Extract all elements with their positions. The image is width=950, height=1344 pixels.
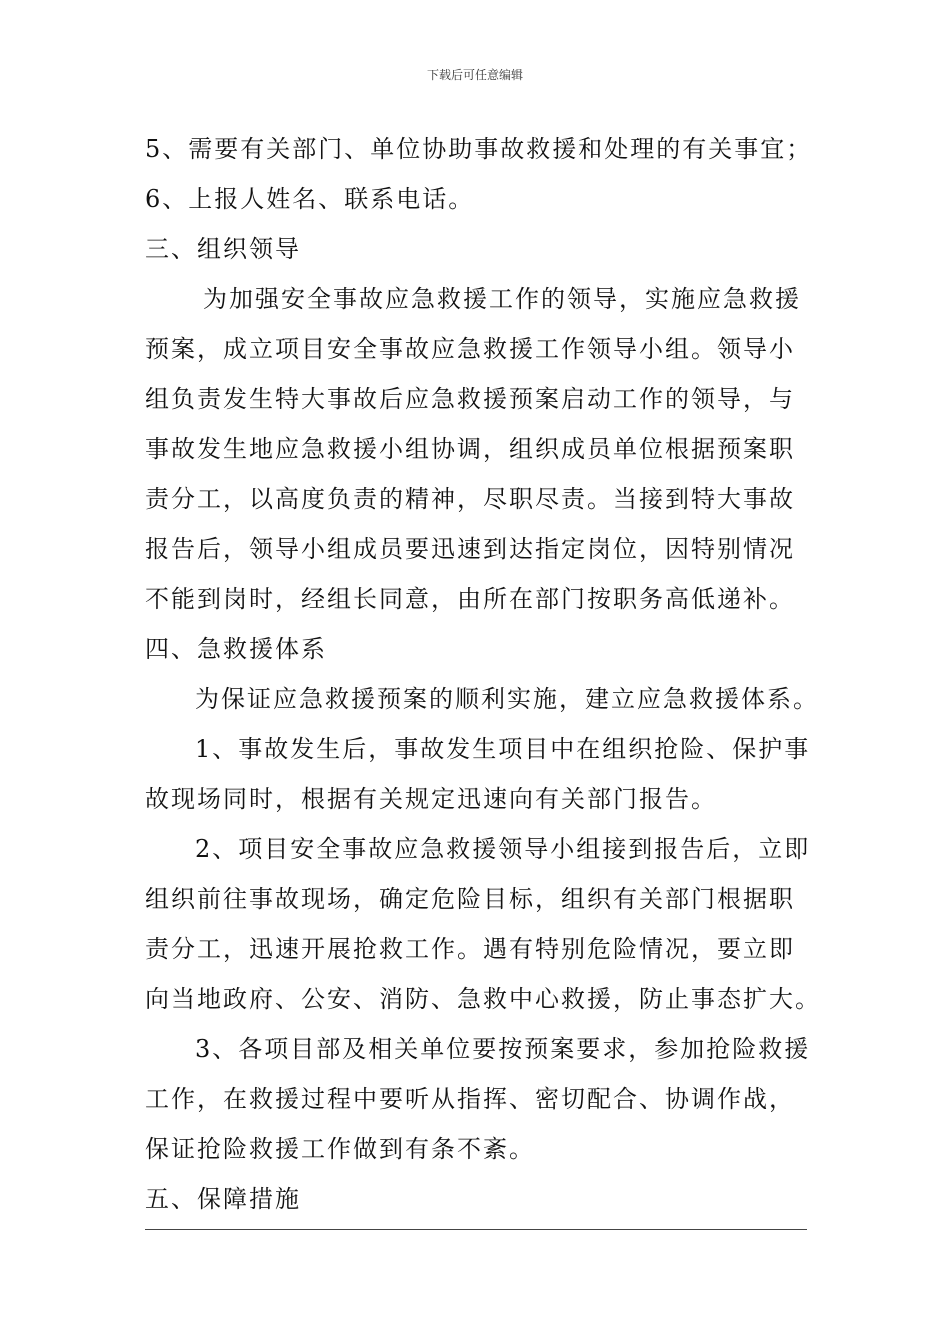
text-line: 故现场同时，根据有关规定迅速向有关部门报告。 — [145, 785, 717, 813]
text-line: 3、各项目部及相关单位要按预案要求，参加抢险救援 — [195, 1035, 811, 1063]
text-line: 保证抢险救援工作做到有条不紊。 — [145, 1135, 535, 1163]
document-body — [145, 124, 821, 1224]
text-line: 事故发生地应急救援小组协调，组织成员单位根据预案职 — [145, 435, 795, 463]
text-line: 报告后，领导小组成员要迅速到达指定岗位，因特别情况 — [145, 535, 795, 563]
text-line: 6、上报人姓名、联系电话。 — [145, 185, 475, 213]
text-line: 1、事故发生后，事故发生项目中在组织抢险、保护事 — [195, 735, 811, 763]
text-line: 向当地政府、公安、消防、急救中心救援，防止事态扩大。 — [145, 985, 821, 1013]
footer-divider — [145, 1229, 807, 1230]
section-heading: 三、组织领导 — [145, 235, 301, 263]
text-line: 组织前往事故现场，确定危险目标，组织有关部门根据职 — [145, 885, 795, 913]
text-line: 2、项目安全事故应急救援领导小组接到报告后，立即 — [195, 835, 811, 863]
page-header-note: 下载后可任意编辑 — [426, 68, 523, 82]
text-line: 责分工，以高度负责的精神，尽职尽责。当接到特大事故 — [145, 485, 795, 513]
text-line: 责分工，迅速开展抢救工作。遇有特别危险情况，要立即 — [145, 935, 795, 963]
section-heading: 四、急救援体系 — [145, 635, 327, 663]
text-line: 不能到岗时，经组长同意，由所在部门按职务高低递补。 — [145, 585, 795, 613]
section-heading: 五、保障措施 — [145, 1185, 301, 1213]
text-line: 5、需要有关部门、单位协助事故救援和处理的有关事宜； — [145, 135, 813, 163]
text-line: 预案，成立项目安全事故应急救援工作领导小组。领导小 — [145, 335, 795, 363]
text-line: 工作，在救援过程中要听从指挥、密切配合、协调作战， — [145, 1085, 795, 1113]
text-line: 组负责发生特大事故后应急救援预案启动工作的领导，与 — [145, 385, 795, 413]
text-line: 为保证应急救援预案的顺利实施，建立应急救援体系。 — [195, 685, 819, 713]
text-line: 为加强安全事故应急救援工作的领导，实施应急救援 — [203, 285, 801, 313]
